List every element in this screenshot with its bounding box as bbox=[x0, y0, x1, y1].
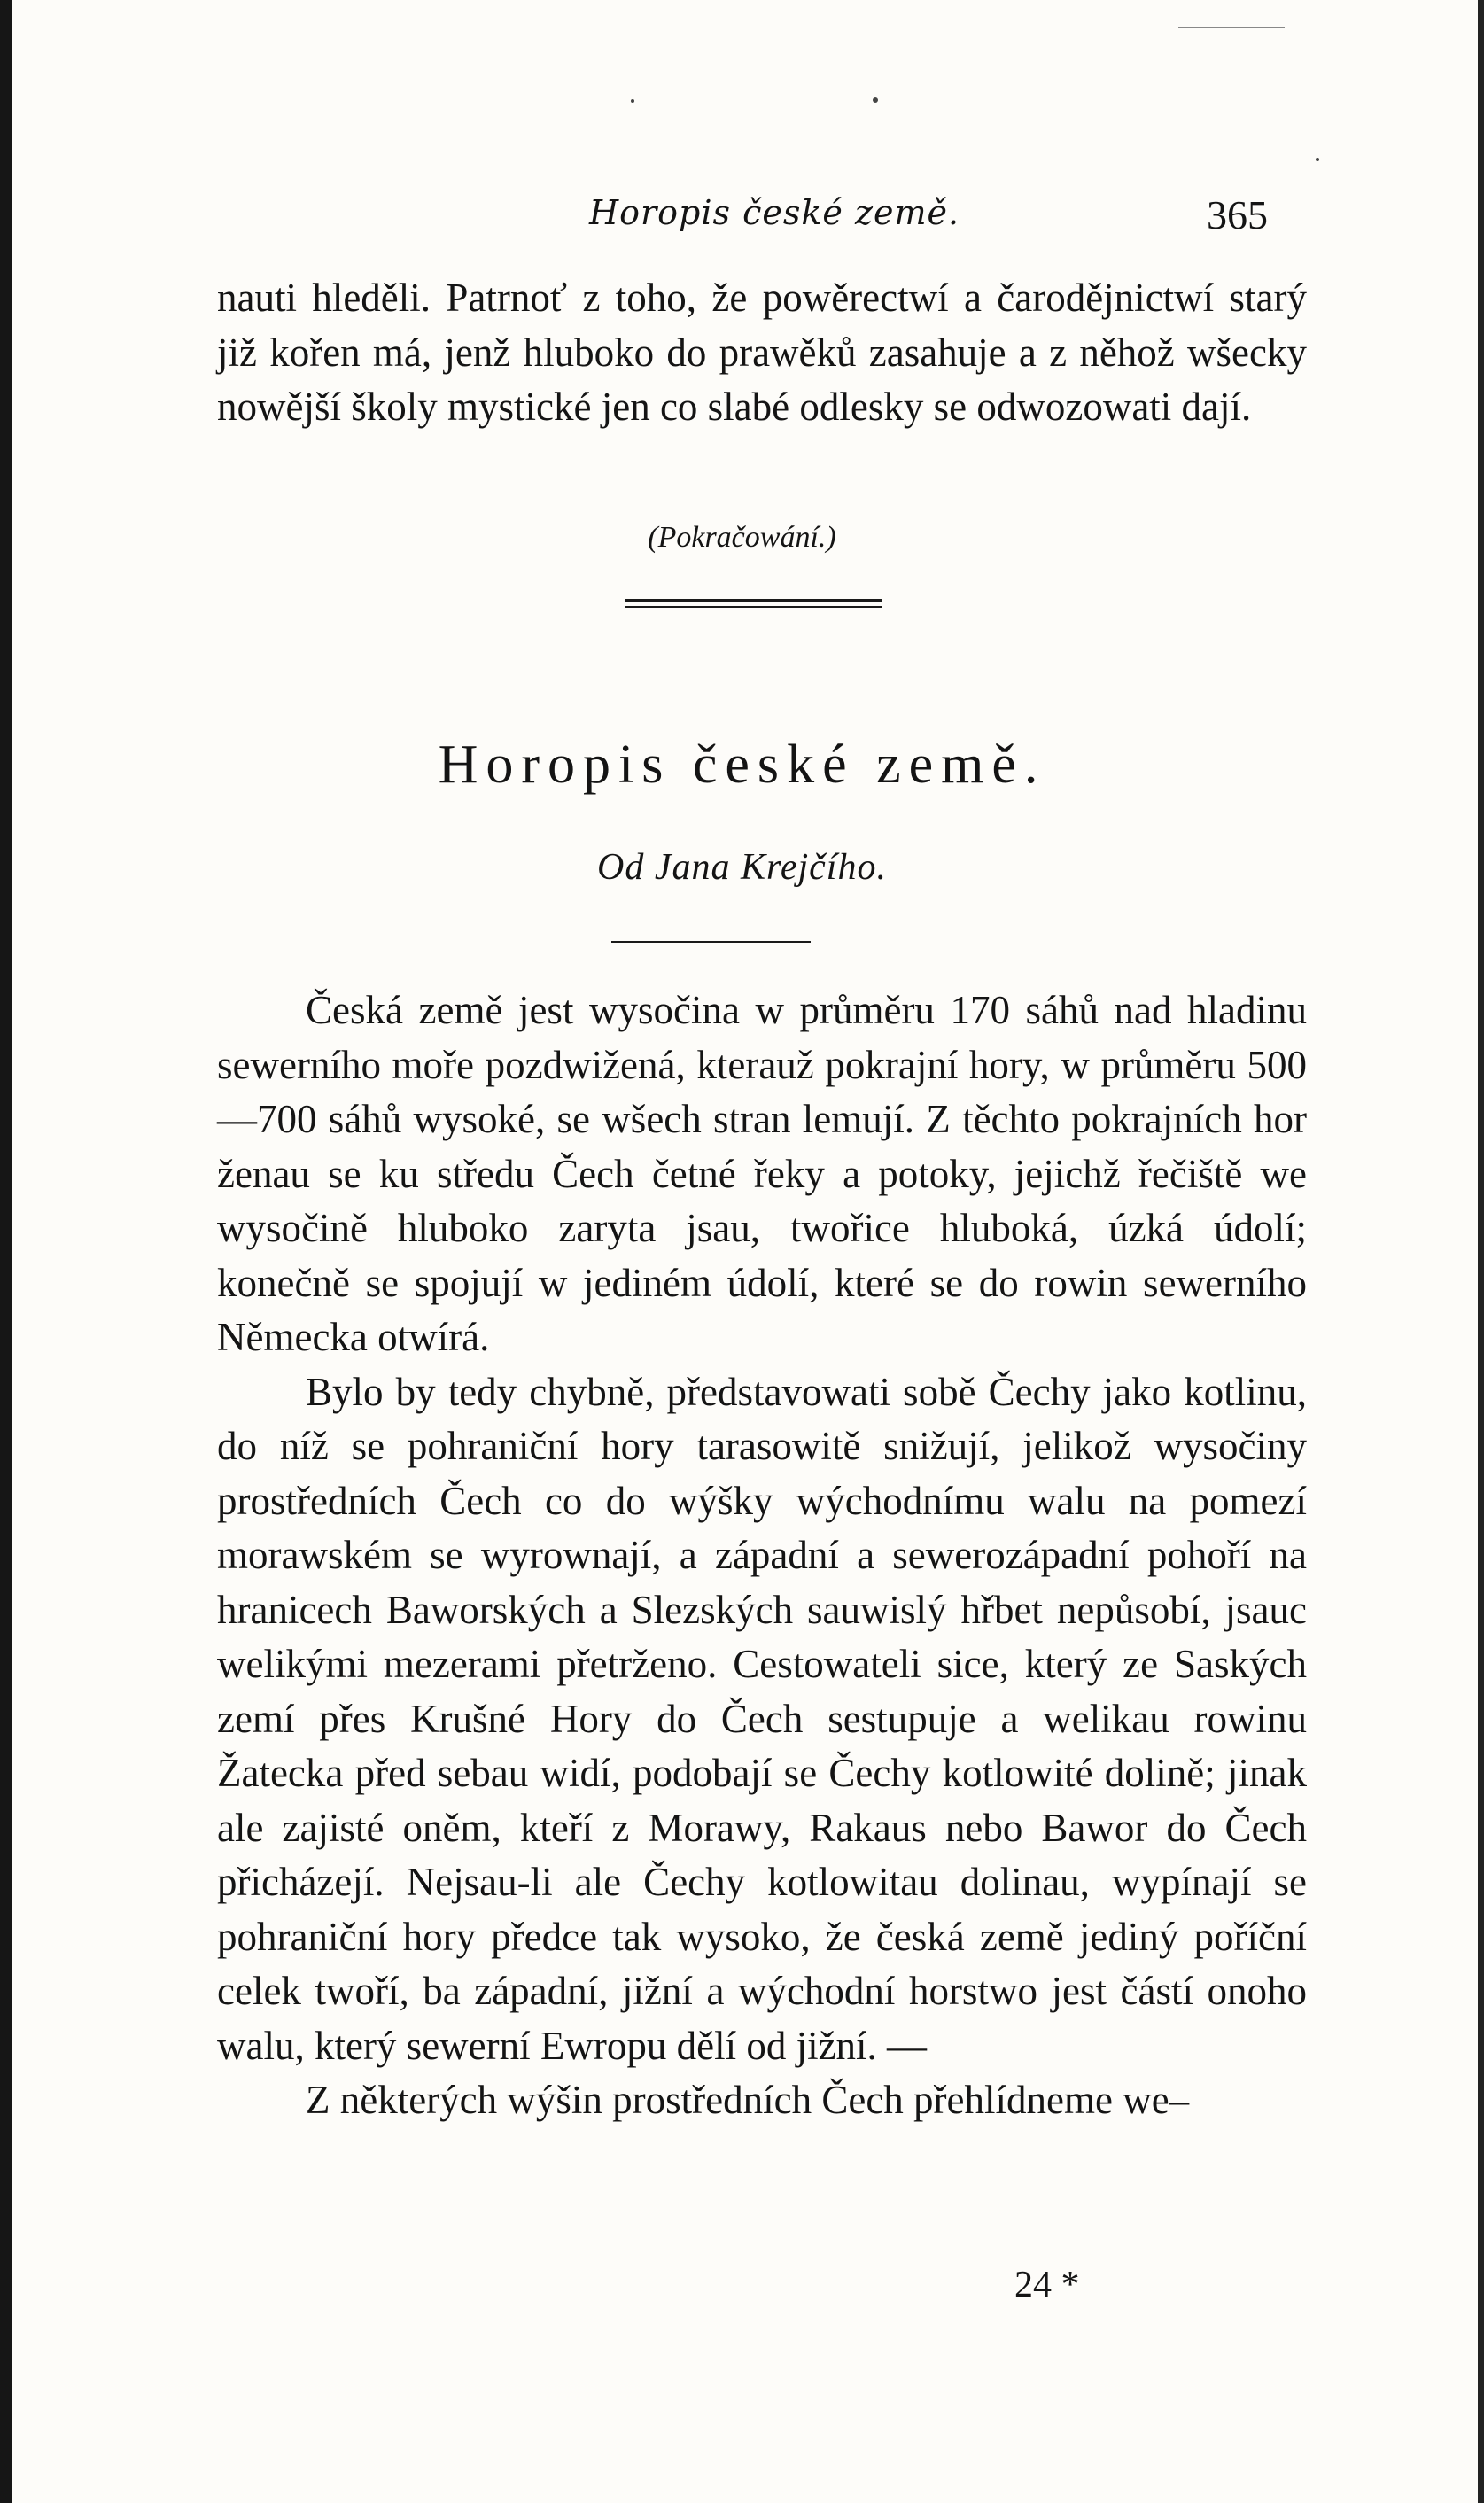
article-paragraph: Česká země jest wysočina w průměru 170 sáhů nad hladinu sewerního moře pozdwižená, kterauž pokrajní hory, w průměru 500—700 sáhů wysoké, se wšech stran lemují. Z těchto pokrajních hor ženau se ku středu Čech četné řeky a potoky, jejichž řečiště we wysočině hluboko zaryta jsau, twořice hluboká, úzká údolí; konečně se spojují w jediném údolí, které se do rowin sewerního Německa otwírá. bbox=[217, 988, 1307, 1359]
article-body bbox=[217, 983, 1307, 2128]
article-title: Horopis české země. bbox=[438, 735, 1046, 795]
article-byline: Od Jana Krejčího. bbox=[597, 847, 887, 888]
continuation-note: (Pokračowání.) bbox=[648, 521, 836, 554]
article-paragraph: Z některých wýšin prostředních Čech přehlídneme we– bbox=[306, 2078, 1190, 2122]
scan-edge-right bbox=[1478, 0, 1484, 2503]
page-number: 365 bbox=[1207, 192, 1268, 237]
scan-edge-left bbox=[0, 0, 12, 2503]
byline-rule bbox=[611, 941, 811, 943]
previous-article-paragraph: nauti hleděli. Patrnoť z toho, že powěrectwí a čarodějnictwí starý již kořen má, jenž hluboko do prawěků zasahuje a z něhož wšecky nowější školy mystické jen co slabé odlesky se odwozowati dají. bbox=[217, 276, 1307, 429]
scan-speck bbox=[873, 97, 878, 103]
scan-artifact-line bbox=[1178, 27, 1285, 28]
running-head bbox=[0, 193, 1484, 246]
signature-mark: 24 * bbox=[1014, 2265, 1080, 2305]
scan-speck bbox=[1316, 158, 1319, 161]
article-paragraph: Bylo by tedy chybně, představowati sobě Čechy jako kotlinu, do níž se pohraniční hory tarasowitě snižují, jelikož wysočiny prostředních Čech co do wýšky wýchodnímu walu na pomezí morawském se wyrownají, a západní a sewerozápadní pohoří na hranicech Baworských a Slezských sauwislý hřbet nepůsobí, jsauc welikými mezerami přetrženo. Cestowateli sice, který ze Saských zemí přes Krušné Hory do Čech sestupuje a welikau rowinu Žatecka před sebau widí, podobají se Čechy kotlowité dolině; jinak ale zajisté oněm, kteří z Morawy, Rakaus nebo Bawor do Čech přicházejí. Nejsau-li ale Čechy kotlowitau dolinau, wypínají se pohraniční hory předce tak wysoko, že česká země jediný poříční celek twoří, ba západní, jižní a wýchodní horstwo jest částí onoho walu, který sewerní Ewropu dělí od jižní. — bbox=[217, 1369, 1307, 2068]
section-divider-double-rule bbox=[625, 599, 882, 608]
scan-speck bbox=[631, 99, 634, 103]
running-head-title: Horopis české země. bbox=[589, 193, 960, 232]
